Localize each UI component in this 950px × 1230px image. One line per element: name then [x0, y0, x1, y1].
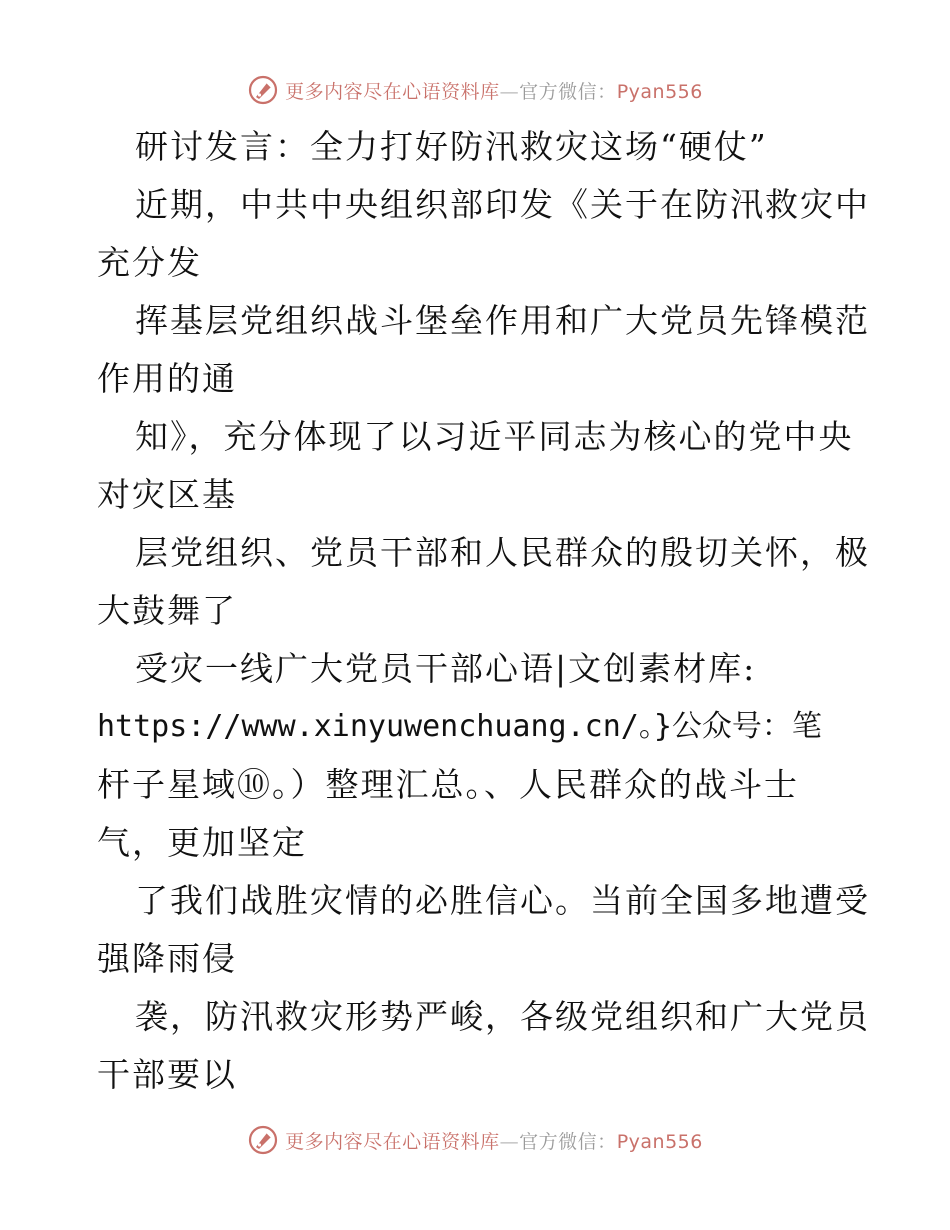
watermark-text [285, 77, 703, 104]
text-line: 知》，充分体现了以习近平同志为核心的党中央 [135, 417, 854, 456]
pen-nib-logo-icon [247, 74, 279, 106]
text-line: 充分发 [97, 243, 202, 282]
text-line: 作用的通 [97, 359, 237, 398]
watermark-separator: — [499, 80, 520, 103]
text-line: 对灾区基 [97, 475, 237, 514]
watermark-main: 更多内容尽在心语资料库 [285, 1130, 500, 1153]
pen-nib-logo-icon [247, 1124, 279, 1156]
watermark-main: 更多内容尽在心语资料库 [285, 80, 500, 103]
text-line: 受灾一线广大党员干部心语|文创素材库: [135, 649, 757, 688]
header-watermark [0, 72, 950, 108]
text-line: 近期，中共中央组织部印发《关于在防汛救灾中 [135, 185, 870, 224]
text-line: 干部要以 [97, 1055, 237, 1094]
text-line: 了我们战胜灾情的必胜信心。当前全国多地遭受 [135, 881, 870, 920]
document-title-line: 研讨发言：全力打好防汛救灾这场“硬仗” [135, 127, 768, 166]
text-line: 气，更加坚定 [97, 823, 307, 862]
watermark-text [285, 1127, 703, 1154]
text-line: 挥基层党组织战斗堡垒作用和广大党员先锋模范 [135, 301, 870, 340]
watermark-separator: — [499, 1130, 520, 1153]
text-line: 层党组织、党员干部和人民群众的殷切关怀，极 [135, 533, 870, 572]
document-body [97, 118, 870, 1104]
text-line: https://www.xinyuwenchuang.cn/。}公众号：笔 [97, 709, 822, 744]
text-line: 大鼓舞了 [97, 591, 237, 630]
footer-watermark [0, 1122, 950, 1158]
text-line: 袭，防汛救灾形势严峻，各级党组织和广大党员 [135, 997, 870, 1036]
text-line: 杆子星域⑩。）整理汇总。、人民群众的战斗士 [97, 765, 799, 804]
watermark-wechat-label: 官方微信： [519, 80, 617, 103]
watermark-wechat-id: Pyan556 [616, 1130, 703, 1153]
text-line: 强降雨侵 [97, 939, 237, 978]
watermark-wechat-label: 官方微信： [519, 1130, 617, 1153]
watermark-wechat-id: Pyan556 [616, 80, 703, 103]
